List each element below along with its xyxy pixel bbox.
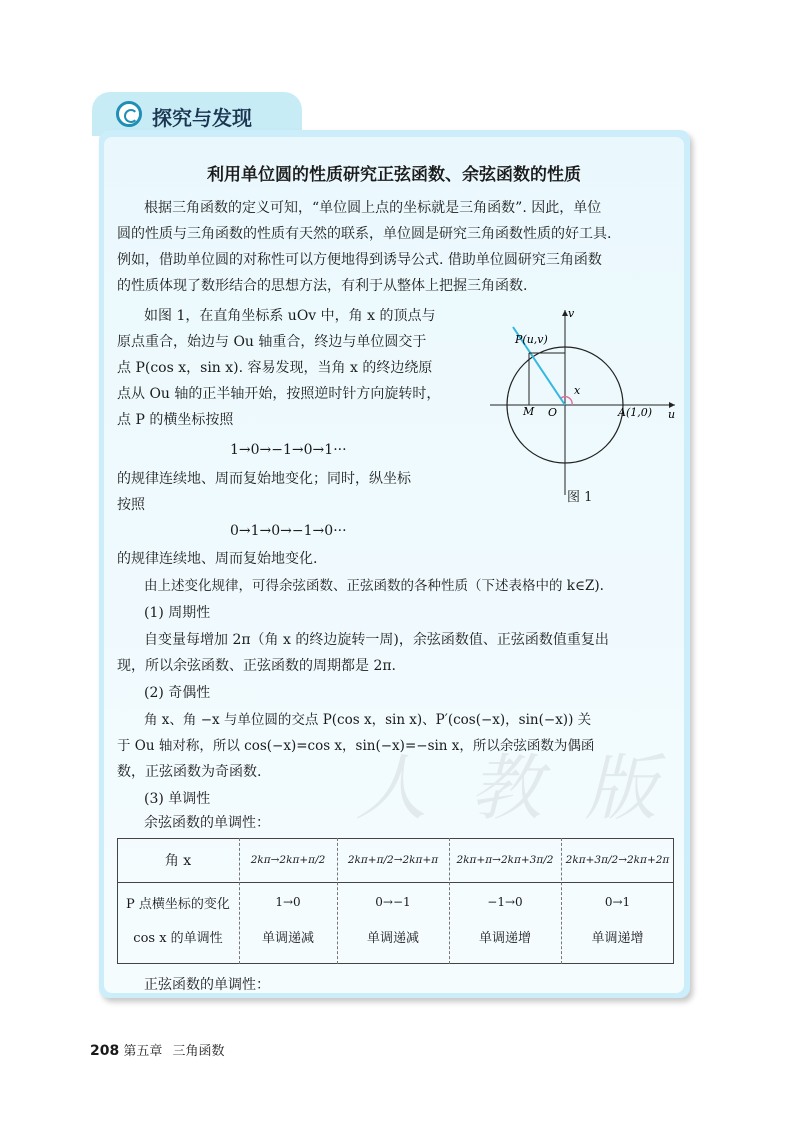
paragraph-line: 例如，借助单位圆的对称性可以方便地得到诱导公式. 借助单位圆研究三角函数: [117, 252, 602, 268]
paragraph-line: 角 x、角 −x 与单位圆的交点 P(cos x，sin x)、P′(cos(−x)，sin(−x)) 关: [144, 712, 592, 728]
subsection-parity: (2) 奇偶性: [144, 685, 211, 701]
table-cell: 0→1: [604, 895, 631, 909]
table-divider: [561, 838, 562, 964]
paragraph-line: 的规律连续地、周而复始地变化.: [117, 551, 318, 567]
table-cell: −1→0: [487, 895, 523, 909]
paragraph-line: 的性质体现了数形结合的思想方法，有利于从整体上把握三角函数.: [117, 278, 528, 294]
table-cell: 单调递减: [261, 930, 314, 946]
table-divider: [449, 838, 450, 964]
section-title: 利用单位圆的性质研究正弦函数、余弦函数的性质: [207, 165, 581, 185]
table-border: [117, 838, 674, 964]
paragraph-line: 余弦函数的单调性：: [144, 815, 270, 831]
table-cell: 单调递增: [478, 930, 531, 946]
paragraph-line: 点 P(cos x，sin x). 容易发现，当角 x 的终边绕原: [117, 360, 433, 376]
table-cell: 单调递增: [591, 930, 644, 946]
subsection-monotonicity: (3) 单调性: [144, 791, 211, 807]
table-cell: 2kπ+π→2kπ+3π/2: [449, 838, 561, 883]
table-cell: 0→−1: [375, 895, 411, 909]
figure-caption: 图 1: [567, 490, 593, 505]
paragraph-line: 数，正弦函数为奇函数.: [117, 764, 262, 780]
page-number: 208: [90, 1043, 120, 1059]
sequence-sin: 0→1→0→−1→0···: [230, 523, 347, 539]
table-cell: 1→0: [275, 895, 301, 909]
label-u: u: [668, 408, 676, 421]
paragraph-line: 按照: [117, 497, 145, 513]
label-P: P(u,v): [515, 333, 548, 346]
paragraph-line: 自变量每增加 2π（角 x 的终边旋转一周)，余弦函数值、正弦函数值重复出: [144, 632, 609, 648]
explore-icon: [116, 101, 142, 127]
label-A: A(1,0): [618, 406, 653, 419]
table-cell: 单调递减: [366, 930, 419, 946]
paragraph-line: 于 Ou 轴对称，所以 cos(−x)=cos x，sin(−x)=−sin x，所以余弦函数为偶函: [117, 738, 595, 754]
label-v: v: [568, 307, 575, 320]
paragraph-line: 由上述变化规律，可得余弦函数、正弦函数的各种性质（下述表格中的 k∈Z).: [144, 578, 604, 594]
table-cell: 2kπ+π/2→2kπ+π: [337, 838, 449, 883]
page-footer: [90, 1040, 225, 1059]
chapter-label: 第五章: [123, 1044, 163, 1059]
table-cell: 角 x: [117, 838, 239, 883]
paragraph-line: 如图 1，在直角坐标系 uOv 中，角 x 的顶点与: [144, 308, 436, 324]
label-O: O: [548, 406, 558, 419]
table-cell: P 点横坐标的变化: [126, 896, 230, 912]
chapter-title: 三角函数: [172, 1044, 225, 1059]
unit-circle-figure: [485, 305, 685, 510]
label-x: x: [574, 384, 581, 397]
paragraph-line: 现，所以余弦函数、正弦函数的周期都是 2π.: [117, 658, 397, 674]
table-cell: 2kπ+3π/2→2kπ+2π: [561, 838, 674, 883]
table-cell: 2kπ→2kπ+π/2: [239, 838, 337, 883]
paragraph-line: 原点重合，始边与 Ou 轴重合，终边与单位圆交于: [117, 334, 427, 350]
table-cell: cos x 的单调性: [133, 930, 223, 946]
paragraph-line: 点 P 的横坐标按照: [117, 412, 234, 428]
subsection-periodicity: (1) 周期性: [144, 605, 211, 621]
paragraph-line: 圆的性质与三角函数的性质有天然的联系，单位圆是研究三角函数性质的好工具.: [117, 226, 612, 242]
table-divider: [337, 838, 338, 964]
sequence-cos: 1→0→−1→0→1···: [230, 442, 347, 458]
paragraph-line: 的规律连续地、周而复始地变化；同时，纵坐标: [117, 471, 411, 487]
watermark: 人 教 版: [355, 746, 667, 830]
label-M: M: [523, 405, 535, 418]
paragraph-line: 根据三角函数的定义可知，“单位圆上点的坐标就是三角函数”. 因此，单位: [144, 200, 602, 216]
paragraph-line: 正弦函数的单调性：: [144, 977, 270, 993]
tab-title: 探究与发现: [152, 106, 252, 130]
table-divider: [239, 838, 240, 964]
paragraph-line: 点从 Ou 轴的正半轴开始，按照逆时针方向旋转时，: [117, 386, 441, 402]
